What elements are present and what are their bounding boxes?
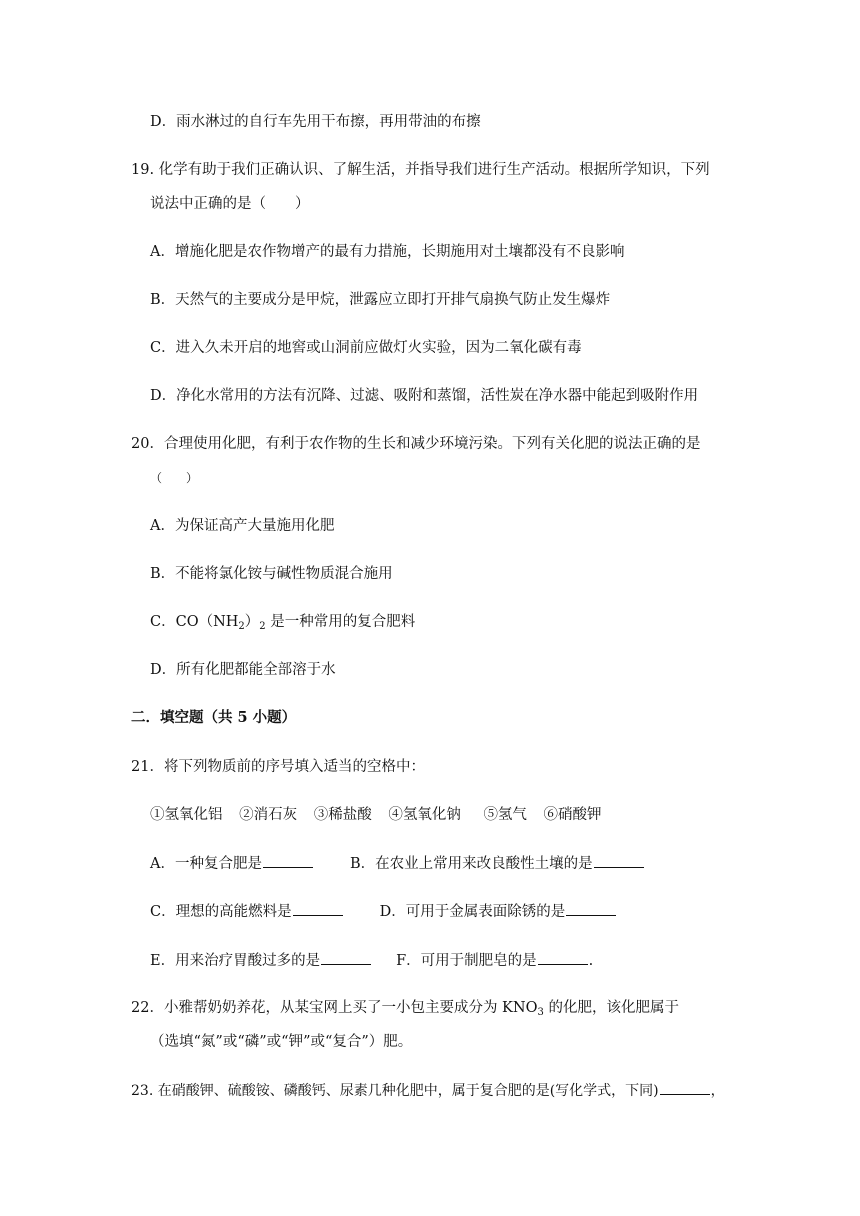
q21-part-a: A．一种复合肥是: [150, 856, 262, 872]
q19-option-d: D．净化水常用的方法有沉降、过滤、吸附和蒸馏，活性炭在净水器中能起到吸附作用: [150, 388, 699, 404]
q19-stem-line1: 19. 化学有助于我们正确认识、了解生活，并指导我们进行生产活动。根据所学知识，下列: [131, 162, 710, 178]
q20-stem-line1: 20．合理使用化肥，有利于农作物的生长和减少环境污染。下列有关化肥的说法正确的是: [131, 436, 701, 452]
q21-item-3: ③稀盐酸: [313, 807, 372, 823]
q21-item-1: ①氢氧化铝: [150, 807, 223, 823]
section-title: 二．填空题（共 5 小题）: [131, 709, 297, 726]
q19-option-a: A．增施化肥是农作物增产的最有力措施，长期施用对土壤都没有不良影响: [150, 244, 625, 260]
q20-option-d: D．所有化肥都能全部溶于水: [150, 662, 336, 678]
q20-stem-line2: （ ）: [150, 471, 199, 485]
q21-blank-d[interactable]: [566, 901, 616, 916]
q21-part-c: C．理想的高能燃料是: [150, 904, 292, 920]
q21-item-2: ②消石灰: [239, 807, 298, 823]
q19-option-c: C．进入久未开启的地窖或山洞前应做灯火实验，因为二氧化碳有毒: [150, 340, 582, 356]
q21-item-5: ⑤氢气: [483, 807, 527, 823]
q21-row-cd: [150, 901, 617, 922]
q21-blank-a[interactable]: [263, 853, 313, 868]
q21-blank-e[interactable]: [321, 950, 371, 965]
q21-row-ab: [150, 853, 645, 874]
q21-blank-f[interactable]: [538, 950, 588, 965]
q21-part-e: E．用来治疗胃酸过多的是: [150, 953, 321, 969]
q21-item-4: ④氢氧化钠: [388, 807, 461, 823]
q21-stem: 21．将下列物质前的序号填入适当的空格中：: [131, 759, 425, 775]
q21-blank-c[interactable]: [293, 901, 343, 916]
q21-items: [150, 805, 602, 825]
q21-part-f: F．可用于制肥皂的是: [396, 953, 537, 969]
q22-stem-line1: 22．小雅帮奶奶养花，从某宝网上买了一小包主要成分为 $KNO_3$ 的化肥，该化肥属于: [131, 1000, 679, 1018]
q20-option-a: A．为保证高产大量施用化肥: [150, 518, 335, 534]
q18-option-d: D．雨水淋过的自行车先用干布擦，再用带油的布擦: [150, 114, 481, 130]
q20-option-c: C．$CO(NH_2)_2$ 是一种常用的复合肥料: [150, 614, 416, 632]
q23-blank[interactable]: [660, 1080, 710, 1095]
q19-option-b: B．天然气的主要成分是甲烷，泄露应立即打开排气扇换气防止发生爆炸: [150, 292, 611, 308]
q21-row-ef: E．用来治疗胃酸过多的是 F．可用于制肥皂的是 .: [150, 950, 593, 971]
q21-part-d: D．可用于金属表面除锈的是: [379, 904, 566, 920]
q21-blank-b[interactable]: [594, 853, 644, 868]
q20-option-b: B．不能将氯化铵与碱性物质混合施用: [150, 566, 393, 582]
q23-stem: 23. 在硝酸钾、硫酸铵、磷酸钙、尿素几种化肥中，属于复合肥的是(写化学式，下同) ，: [131, 1080, 725, 1101]
q19-stem-line2: 说法中正确的是（ ）: [150, 196, 310, 212]
q22-stem-line2: （选填“氮”或“磷”或“钾”或“复合”）肥。: [150, 1034, 413, 1050]
q21-part-b: B．在农业上常用来改良酸性土壤的是: [349, 856, 593, 872]
q21-item-6: ⑥硝酸钾: [543, 807, 602, 823]
